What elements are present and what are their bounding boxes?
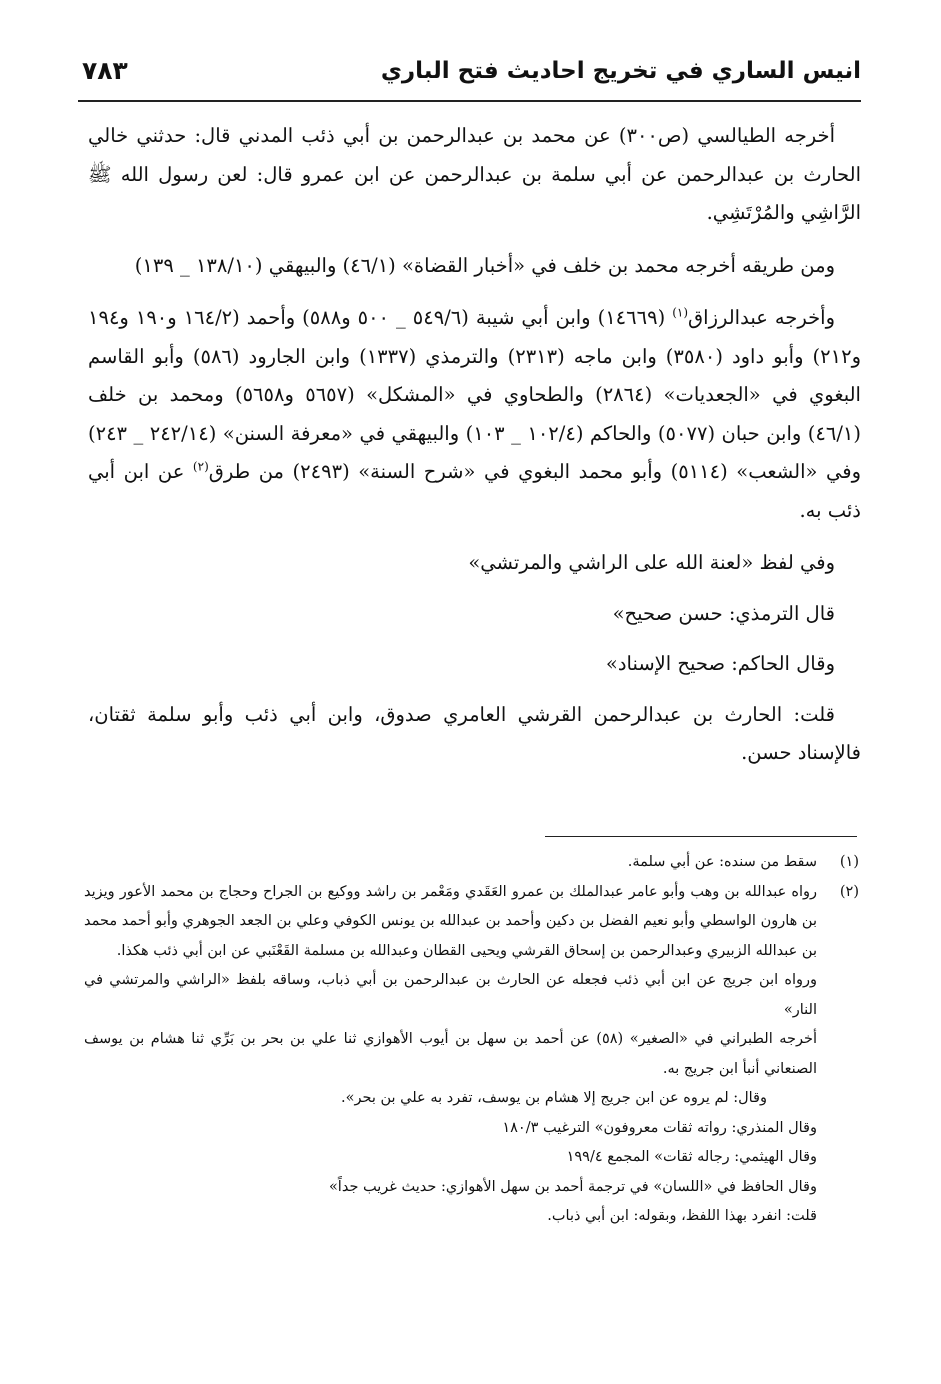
footnote-text (84, 878, 817, 1232)
footnote-number: (٢) (839, 883, 859, 900)
footnote-text: سقط من سنده: عن أبي سلمة. (627, 854, 817, 870)
footnote-ref-1[interactable]: (١) (672, 305, 689, 320)
footnote-number: (١) (839, 854, 859, 870)
footnote-1 (84, 848, 859, 878)
footnote-line: وقال المنذري: رواته ثقات معروفون» الترغيب ١٨٠/٣ (502, 1119, 817, 1136)
paragraph-takhrij-tayalisi: أخرجه الطيالسي (ص٣٠٠) عن محمد بن عبدالرحمن بن أبي ذئب المدني قال: حدثني خالي الحارث بن عبدالرحمن عن أبي سلمة بن عبدالرحمن عن ابن عمرو قال: لعن رسول الله ﷺ الرَّاشِي والمُرْتَشِي. (88, 124, 861, 224)
footnote-line: قلت: انفرد بهذا اللفظ، وبقوله: ابن أبي ذباب. (547, 1208, 817, 1224)
page-number: ٧٨٣ (82, 56, 128, 85)
paragraph-takhrij-list (88, 299, 861, 530)
footnote-ref-2[interactable]: (٢) (192, 459, 209, 474)
paragraph-lafz: وفي لفظ «لعنة الله على الراشي والمرتشي» (468, 551, 835, 574)
footnote-line: ورواه ابن جريج عن ابن أبي ذئب فجعله عن الحارث بن عبدالرحمن بن أبي ذباب، وساقه بلفظ «الراشي والمرتشي في النار» (84, 972, 817, 1018)
paragraph-hakim: وقال الحاكم: صحيح الإسناد» (605, 652, 835, 675)
paragraph-muhammad-ibn-khalaf: ومن طريقه أخرجه محمد بن خلف في «أخبار القضاة» (٤٦/١) والبيهقي (١٣٨/١٠ _ ١٣٩) (134, 253, 835, 277)
paragraph-conclusion: قلت: الحارث بن عبدالرحمن القرشي العامري صدوق، وابن أبي ذئب وأبو سلمة ثقتان، فالإسناد حسن. (88, 702, 861, 764)
footnote-divider (545, 836, 857, 837)
footnote-line: وقال الحافظ في «اللسان» في ترجمة أحمد بن سهل الأهوازي: حديث غريب جداً» (328, 1178, 817, 1195)
footnote-line: رواه عبدالله بن وهب وأبو عامر عبدالملك بن عمرو العَقَدي ومَعْمر بن راشد ووكيع بن الجراح وحجاج بن محمد الأعور ويزيد بن هارون الواسطي وأبو نعيم الفضل بن دكين وأحمد بن عبدالله بن يونس الكوفي وعلي بن الجعد الجوهري وأبو أحمد محمد بن عبدالله الزبيري وعبدالرحمن بن إسحاق القرشي ويحيى القطان وعبدالله بن مسلمة القَعْنَبي عن ابن أبي ذئب هكذا. (84, 883, 817, 959)
page-header (78, 52, 861, 102)
footnote-2 (84, 878, 859, 1232)
paragraph-tirmidhi: قال الترمذي: حسن صحيح» (612, 601, 835, 625)
running-title: انيس الساري في تخريج احاديث فتح الباري (380, 58, 861, 84)
paragraph-text-part: وأخرجه عبدالرزاق (688, 306, 836, 329)
paragraph-text-part: عن ابن أبي ذئب به. (88, 460, 861, 522)
footnote-line: وقال الهيثمي: رجاله ثقات» المجمع ١٩٩/٤ (566, 1149, 817, 1165)
footnotes (84, 848, 859, 1232)
footnote-line: وقال: لم يروه عن ابن جريج إلا هشام بن يوسف، تفرد به علي بن بحر». (341, 1090, 767, 1106)
paragraph-text-part: (١٤٦٦٩) وابن أبي شيبة (٥٤٩/٦ _ ٥٠٠ و٥٨٨) وأحمد (١٦٤/٢ و١٩٠ و١٩٤ و٢١٢) وأبو داود (٣٥٨٠) وابن ماجه (٢٣١٣) والترمذي (١٣٣٧) وابن الجارود (٥٨٦) وأبو القاسم البغوي في «الجعديات» (٢٨٦٤) والطحاوي في «المشكل» (٥٦٥٧ و٥٦٥٨) ومحمد بن خلف (٤٦/١) وابن حبان (٥٠٧٧) والحاكم (١٠٢/٤ _ ١٠٣) والبيهقي في «معرفة السنن» (٢٤٢/١٤ _ ٢٤٣) وفي «الشعب» (٥١١٤) وأبو محمد البغوي في «شرح السنة» (٢٤٩٣) من طرق (88, 306, 861, 483)
main-text (88, 117, 861, 787)
footnote-line: أخرجه الطبراني في «الصغير» (٥٨) عن أحمد بن سهل بن أيوب الأهوازي ثنا علي بن بحر بن بَرِّي ثنا هشام بن يوسف الصنعاني أنبأ ابن جريج به. (84, 1031, 818, 1077)
